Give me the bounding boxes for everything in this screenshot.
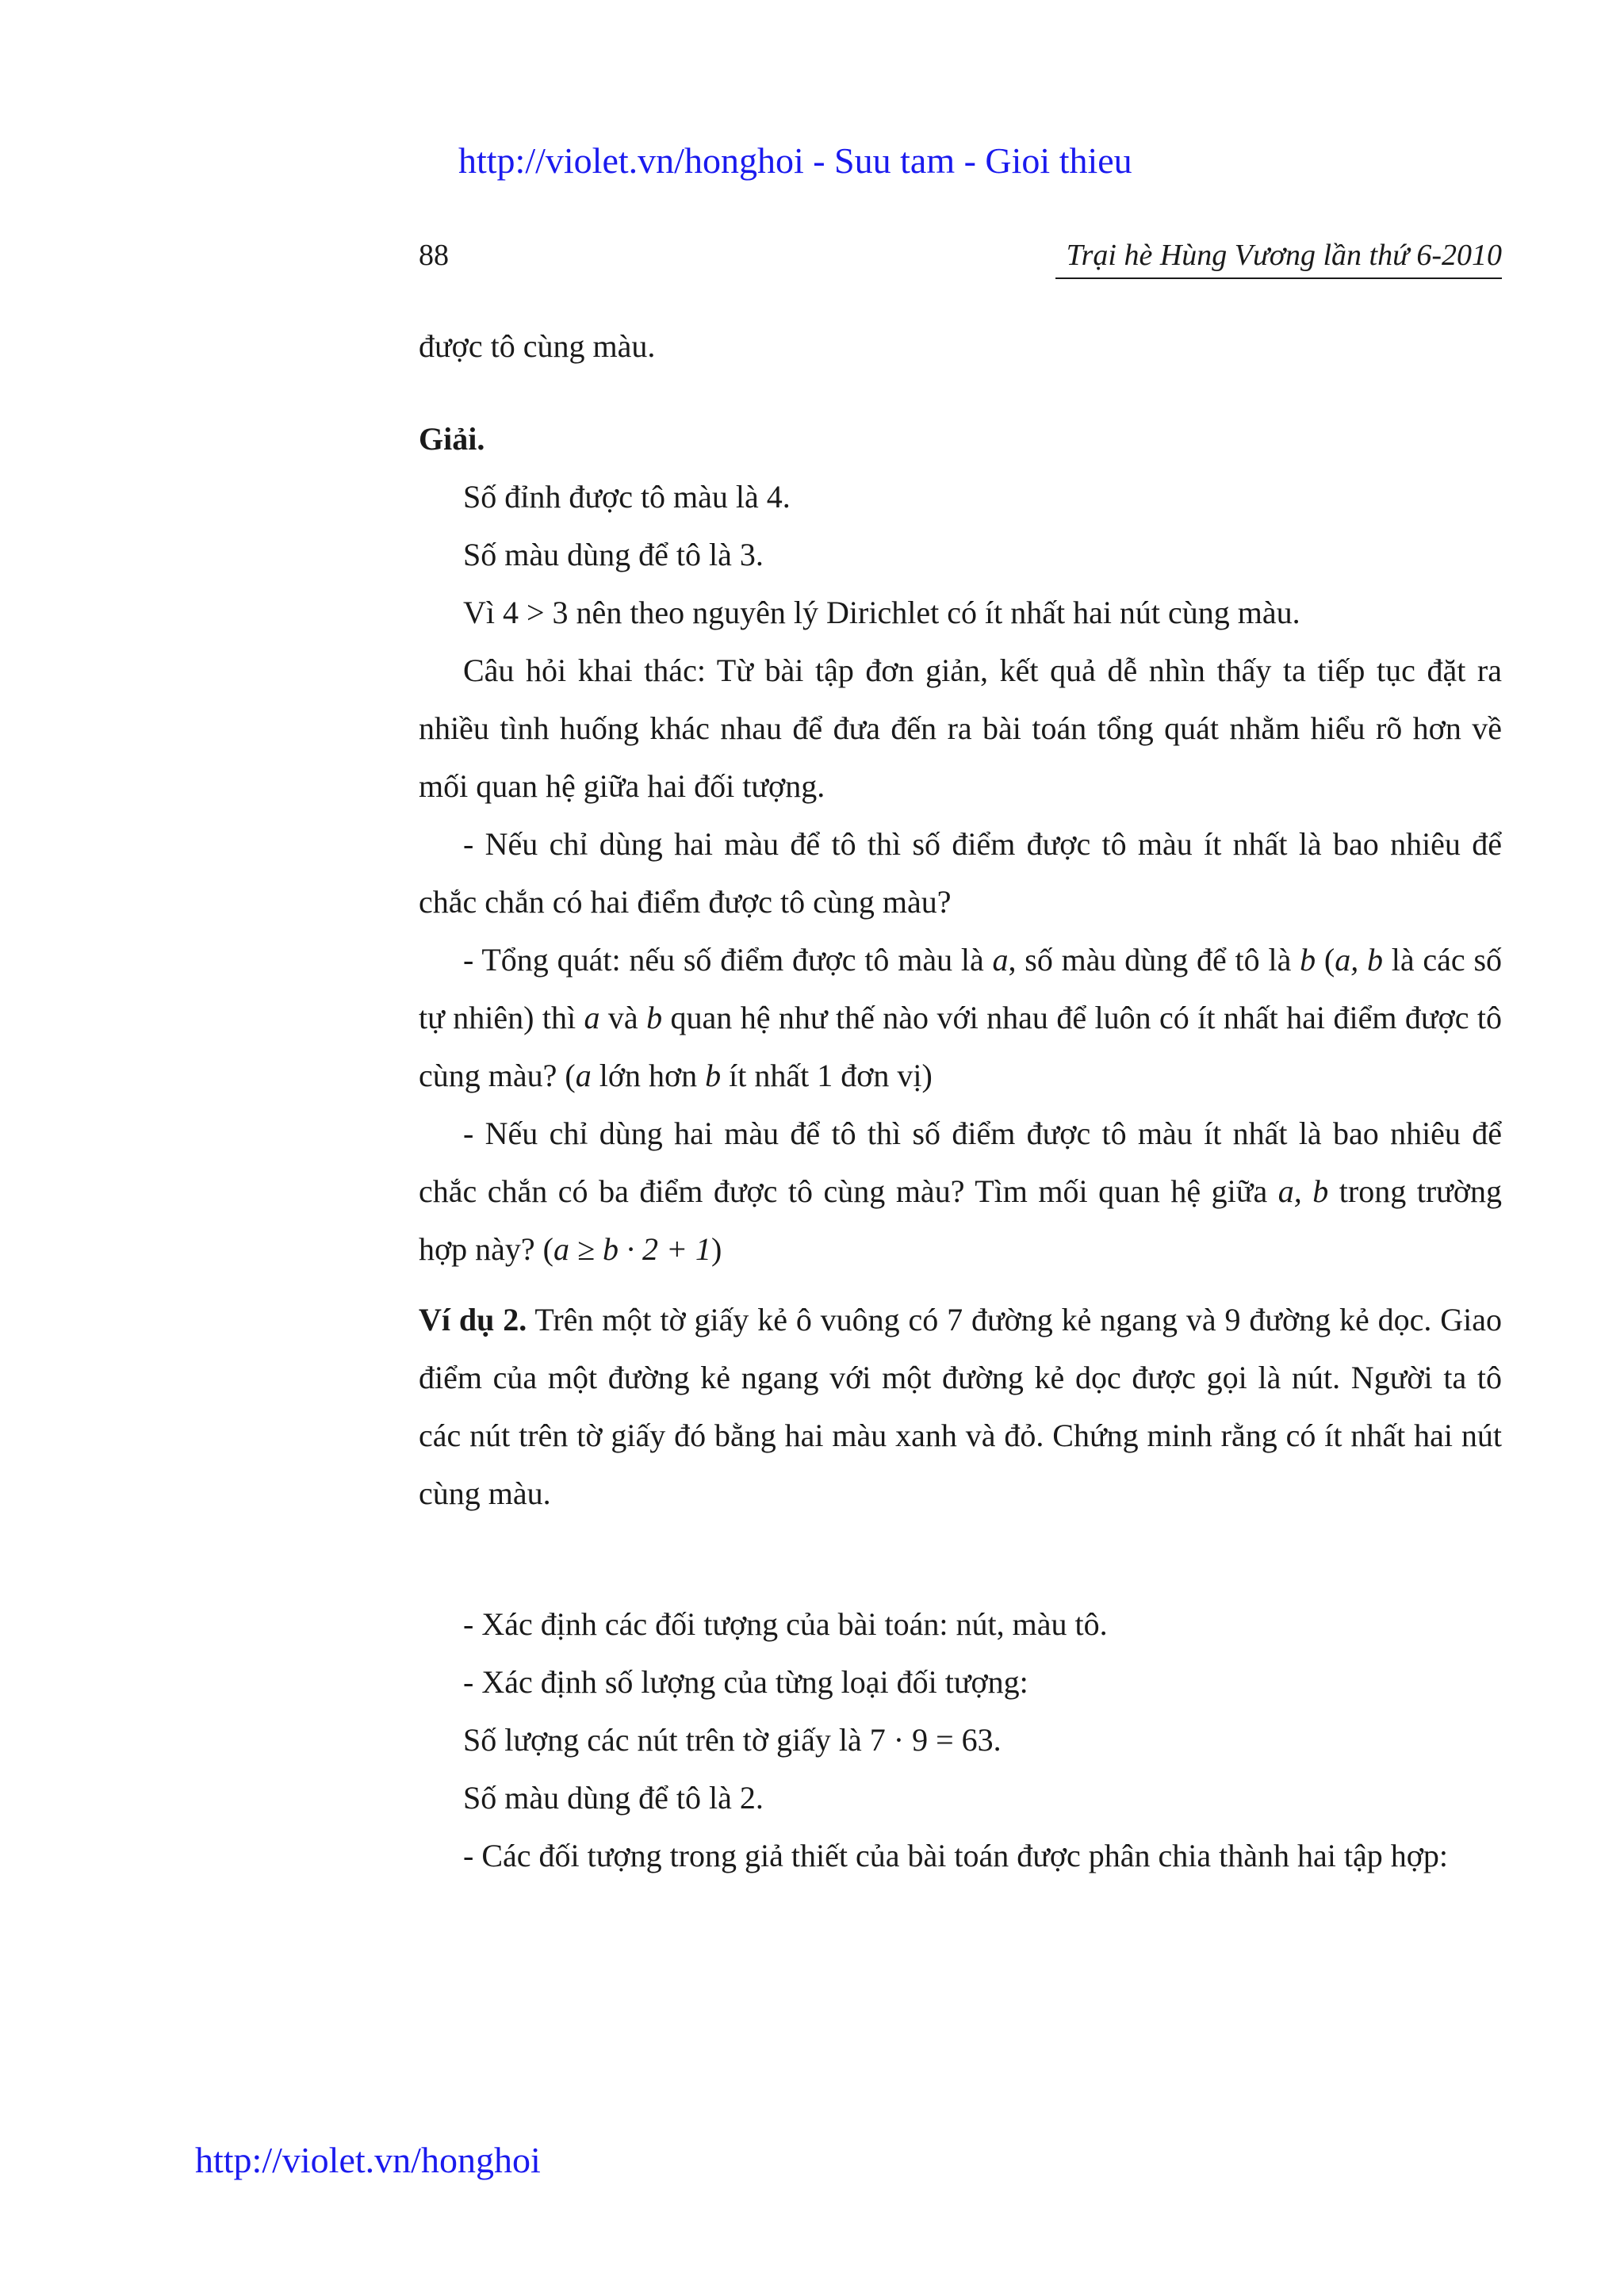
paragraph-vertex-count: Số đỉnh được tô màu là 4. bbox=[463, 479, 791, 515]
example-2: Ví dụ 2. Trên một tờ giấy kẻ ô vuông có 7 đường kẻ ngang và 9 đường kẻ dọc. Giao điểm của một đường kẻ ngang với một đường kẻ dọc được gọi là nút. Người ta tô các nút trên tờ giấy đó bằng hai màu xanh và đỏ. Chứng minh rằng có ít nhất hai nút cùng màu. bbox=[419, 1302, 1502, 1511]
page-body bbox=[419, 317, 1502, 1885]
paragraph-generalization: - Tổng quát: nếu số điểm được tô màu là a, số màu dùng để tô là b (a, b là các số tự nhiên) thì a và b quan hệ như thế nào với nhau để luôn có ít nhất hai điểm được tô cùng màu? (a lớn hơn b ít nhất 1 đơn vị) bbox=[419, 942, 1503, 1093]
math-a-b: a, b bbox=[1335, 942, 1383, 978]
math-a: a bbox=[992, 942, 1009, 978]
math-b: b bbox=[1300, 942, 1316, 978]
paragraph-question-two-colors: - Nếu chỉ dùng hai màu để tô thì số điểm được tô màu ít nhất là bao nhiêu để chắc chắn có hai điểm được tô cùng màu? bbox=[419, 826, 1502, 920]
paragraph-dirichlet: Vì 4 > 3 nên theo nguyên lý Dirichlet có ít nhất hai nút cùng màu. bbox=[463, 595, 1300, 630]
paragraph-quantities: - Xác định số lượng của từng loại đối tượng: bbox=[463, 1664, 1028, 1700]
bottom-source-link[interactable]: http://violet.vn/honghoi bbox=[195, 2140, 541, 2180]
math-a-b: a, b bbox=[1277, 1173, 1329, 1209]
page-header bbox=[419, 238, 1502, 282]
paragraph-node-count: Số lượng các nút trên tờ giấy là 7 · 9 = 63. bbox=[463, 1722, 1002, 1758]
math-b: b bbox=[646, 1000, 663, 1035]
paragraph-exploratory-question: Câu hỏi khai thác: Từ bài tập đơn giản, kết quả dễ nhìn thấy ta tiếp tục đặt ra nhiều tình huống khác nhau để đưa đến ra bài toán tổng quát nhằm hiểu rõ hơn về mối quan hệ giữa hai đối tượng. bbox=[419, 652, 1502, 804]
paragraph-color-count-2: Số màu dùng để tô là 2. bbox=[463, 1780, 764, 1816]
solution-heading: Giải. bbox=[419, 421, 485, 457]
top-source-link[interactable]: http://violet.vn/honghoi - Suu tam - Gioi thieu bbox=[458, 140, 1132, 181]
continuation-line: được tô cùng màu. bbox=[419, 328, 656, 364]
paragraph-color-count: Số màu dùng để tô là 3. bbox=[463, 537, 764, 572]
math-a: a bbox=[584, 1000, 600, 1035]
paragraph-three-points: - Nếu chỉ dùng hai màu để tô thì số điểm được tô màu ít nhất là bao nhiêu để chắc chắn có ba điểm được tô cùng màu? Tìm mối quan hệ giữa a, b trong trường hợp này? (a ≥ b · 2 + 1) bbox=[419, 1115, 1502, 1267]
paragraph-partition: - Các đối tượng trong giả thiết của bài toán được phân chia thành hai tập hợp: bbox=[463, 1838, 1449, 1873]
math-a: a bbox=[575, 1058, 592, 1093]
math-inequality: a ≥ b · 2 + 1 bbox=[553, 1231, 711, 1267]
math-b: b bbox=[705, 1058, 722, 1093]
page-number: 88 bbox=[419, 239, 449, 272]
paragraph-objects: - Xác định các đối tượng của bài toán: nút, màu tô. bbox=[463, 1606, 1108, 1642]
example-label: Ví dụ 2. bbox=[419, 1302, 527, 1337]
running-title: Trại hè Hùng Vương lần thứ 6-2010 bbox=[1055, 238, 1502, 279]
